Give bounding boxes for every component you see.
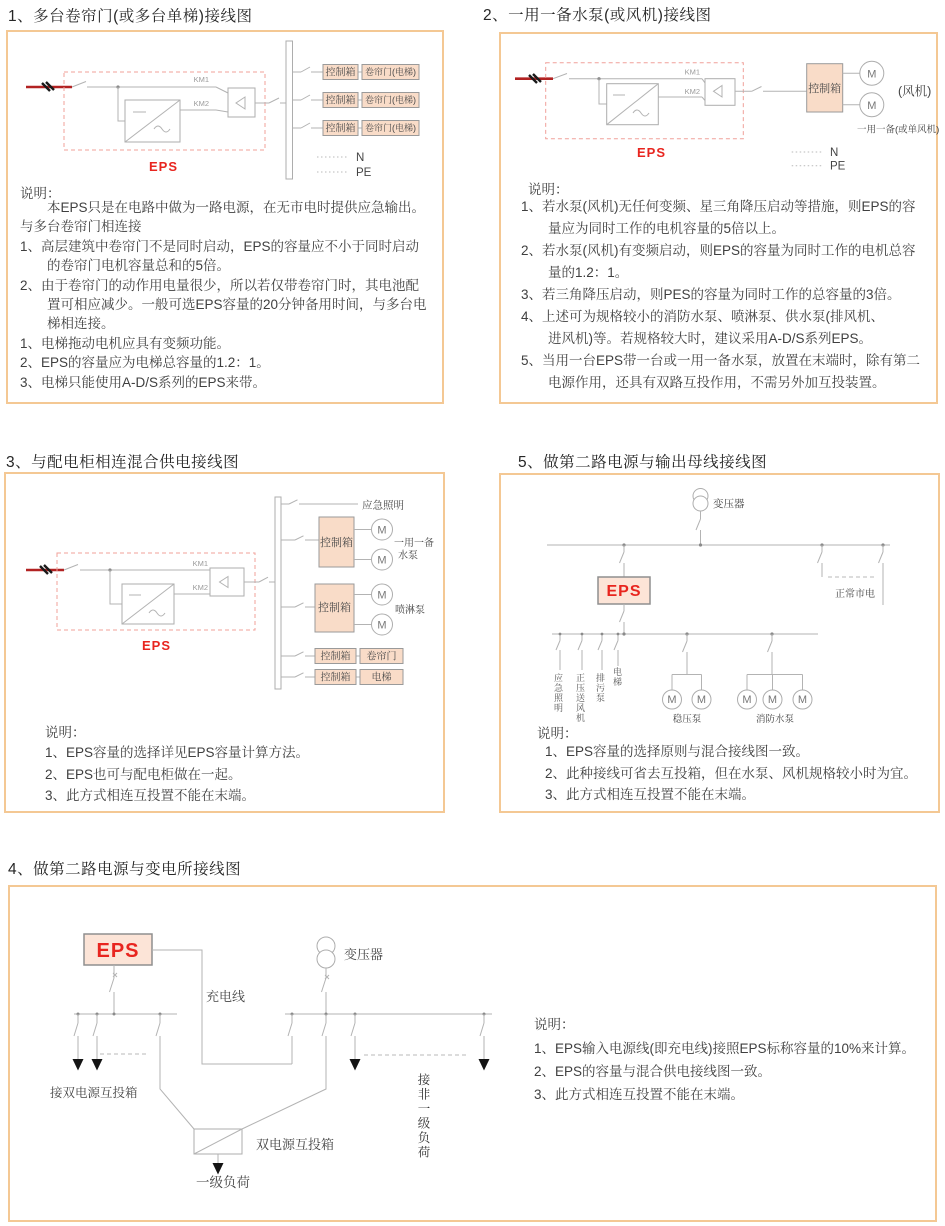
charge-line <box>152 950 292 1064</box>
note-line: 3、电梯只能使用A-D/S系列的EPS来带。 <box>20 374 267 390</box>
sewage-pump-label: 排污泵 <box>595 673 605 703</box>
branch-spray-pump <box>281 584 425 635</box>
section-2-panel <box>499 32 938 404</box>
section-2-diagram <box>501 34 940 179</box>
note-line: 4、上述可为规格较小的消防水泵、喷淋泵、供水泵(排风机、 <box>521 309 885 324</box>
emergency-lighting-label: 应急照明 <box>553 673 563 713</box>
note-line: 1、EPS输入电源线(即充电线)接照EPS标称容量的10%来计算。 <box>534 1041 916 1056</box>
note-line: 2、由于卷帘门的动作用电量很少，所以若仅带卷帘门时，其电池配 <box>20 277 420 293</box>
elevator-label: 电梯 <box>612 667 622 687</box>
notes-label: 说明： <box>20 186 61 201</box>
one-use-one-standby-label: 一用一备 <box>394 538 434 549</box>
svg-text:M: M <box>867 99 877 112</box>
note-line: 3、若三角降压启动，则PES的容量为同时工作的总容量的3倍。 <box>521 287 901 302</box>
eps-label: EPS <box>142 638 172 653</box>
branch-row <box>293 65 420 80</box>
n-label: N <box>356 152 365 164</box>
svg-text:卷帘门: 卷帘门 <box>366 651 397 663</box>
note-line: 1、EPS容量的选择详见EPS容量计算方法。 <box>45 745 310 760</box>
svg-text:M: M <box>696 694 707 706</box>
svg-text:M: M <box>767 694 778 706</box>
rectifier-inverter-icon <box>122 584 174 624</box>
km2-label: KM2 <box>684 87 700 96</box>
n-label: N <box>830 147 839 159</box>
km1-label: KM1 <box>684 67 700 77</box>
branch-row <box>293 93 420 108</box>
km1-label: KM1 <box>192 559 208 568</box>
pe-label: PE <box>356 167 372 179</box>
svg-text:卷帘门(电梯): 卷帘门(电梯) <box>365 95 416 105</box>
to-dual-box-label: 接双电源互投箱 <box>50 1086 138 1100</box>
motor-icon <box>860 61 884 85</box>
svg-text:控制箱: 控制箱 <box>320 651 351 663</box>
branch-shutter <box>281 649 403 664</box>
section-2-title: 2、一用一备水泵(或风机)接线图 <box>483 7 712 24</box>
small-load-taps <box>556 633 619 670</box>
eps-label: EPS <box>606 583 642 600</box>
notes-label: 说明： <box>528 182 569 197</box>
charge-line-label: 充电线 <box>206 989 246 1004</box>
transformer-label: 变压器 <box>344 947 384 962</box>
section-1-notes <box>20 198 427 392</box>
normal-mains-label: 正常市电 <box>835 589 875 600</box>
bus-bar <box>286 41 293 179</box>
eps-label: EPS <box>637 145 667 160</box>
section-1-panel <box>6 30 444 404</box>
km2-label: KM2 <box>193 99 209 108</box>
pressure-fan-label: 正压送风机 <box>575 673 585 723</box>
stabilizer-pump-label: 稳压泵 <box>672 714 702 725</box>
svg-text:M: M <box>377 554 387 567</box>
section-2-notes <box>521 196 920 394</box>
note-line: 2、EPS也可与配电柜做在一起。 <box>45 766 242 782</box>
mains-input-icon <box>26 565 210 575</box>
svg-text:M: M <box>377 524 387 537</box>
rectifier-inverter-icon <box>125 100 180 142</box>
svg-text:卷帘门(电梯): 卷帘门(电梯) <box>365 123 416 133</box>
svg-text:控制箱: 控制箱 <box>325 95 356 107</box>
svg-text:M: M <box>867 68 877 81</box>
note-line: 1、高层建筑中卷帘门不是同时启动，EPS的容量应不小于同时启动 <box>20 238 420 254</box>
notes-label: 说明： <box>45 725 86 740</box>
normal-mains-taps <box>818 545 884 605</box>
transformer-icon <box>317 937 335 968</box>
pe-label: PE <box>830 160 846 173</box>
svg-text:控制箱: 控制箱 <box>808 83 842 95</box>
section-5-title: 5、做第二路电源与输出母线接线图 <box>518 454 768 471</box>
note-line: 3、此方式相连互投置不能在末端。 <box>534 1087 745 1102</box>
note-line: 量应为同时工作的电机容量的5倍以上。 <box>521 221 786 236</box>
one-standby-fan-label: 一用一备(或单风机) <box>857 124 940 136</box>
svg-text:M: M <box>667 694 677 706</box>
note-line: 电源作用，还具有双路互投作用，不需另外加互投装置。 <box>521 375 886 390</box>
fire-pump-label: 消防水泵 <box>755 714 795 725</box>
changeover-switch-icon <box>702 79 735 106</box>
dual-power-transfer-box <box>194 1129 242 1154</box>
svg-text:M: M <box>377 589 387 602</box>
note-line: 3、此方式相连互投置不能在末端。 <box>45 788 256 804</box>
note-line: 2、EPS的容量应为电梯总容量的1.2：1。 <box>20 355 270 371</box>
section-1-title: 1、多台卷帘门(或多台单梯)接线图 <box>8 8 253 25</box>
section-1-diagram <box>8 32 446 182</box>
notes-label: 说明： <box>534 1017 575 1032</box>
notes-label: 说明： <box>537 726 578 741</box>
note-line: 量的1.2：1。 <box>521 265 629 280</box>
svg-text:电梯: 电梯 <box>371 672 392 684</box>
svg-text:控制箱: 控制箱 <box>318 602 351 614</box>
section-5-notes <box>545 741 917 806</box>
note-line: 2、此种接线可省去互投箱，但在水泵、风机规格较小时为宜。 <box>545 765 918 781</box>
section-3-diagram <box>6 474 447 719</box>
branch-row <box>293 121 420 136</box>
km2-label: KM2 <box>192 583 208 592</box>
note-line: 5、当用一台EPS带一台或一用一备水泵，放置在末端时，除有第二 <box>521 353 921 368</box>
svg-text:M: M <box>377 619 387 632</box>
non-primary-load-label: 接非一级负荷 <box>416 1073 430 1160</box>
section-5-panel <box>499 473 940 813</box>
svg-text:M: M <box>742 694 752 706</box>
water-pump-label: 水泵 <box>398 550 418 562</box>
emergency-lighting-label: 应急照明 <box>362 499 404 512</box>
spray-pump-label: 喷淋泵 <box>395 605 425 616</box>
svg-text:M: M <box>797 694 808 706</box>
svg-text:卷帘门(电梯): 卷帘门(电梯) <box>365 67 416 77</box>
primary-load-arrow <box>213 1163 224 1175</box>
note-line: 进风机)等。若规格较大时，建议采用A-D/S系列EPS。 <box>521 331 873 346</box>
section-5-diagram <box>501 475 942 727</box>
section-4-notes <box>534 1037 915 1106</box>
motor-icon <box>860 93 884 117</box>
note-line: 的卷帘门电机容量总和的5倍。 <box>20 258 231 274</box>
note-line: 梯相连接。 <box>20 316 115 332</box>
note-line: 3、此方式相连互投置不能在末端。 <box>545 787 756 803</box>
fire-pump-group <box>738 632 813 725</box>
right-bus-taps <box>242 1014 490 1129</box>
section-4-title: 4、做第二路电源与变电所接线图 <box>8 861 242 878</box>
note-line: 2、若水泵(风机)有变频启动，则EPS的容量为同时工作的电机总容 <box>521 243 916 258</box>
svg-text:控制箱: 控制箱 <box>325 123 356 135</box>
note-line: 2、EPS的容量与混合供电接线图一致。 <box>534 1064 772 1079</box>
svg-text:控制箱: 控制箱 <box>320 537 353 549</box>
section-3-panel <box>4 472 445 813</box>
branch-pump-pair <box>281 517 434 570</box>
eps-label: EPS <box>96 940 140 962</box>
changeover-switch-icon <box>216 87 255 117</box>
mains-input-icon <box>26 82 216 92</box>
eps-label: EPS <box>149 159 179 174</box>
note-line: 1、若水泵(风机)无任何变频、星三角降压启动等措施，则EPS的容 <box>521 199 916 214</box>
note-line: 与多台卷帘门相连接 <box>20 219 142 235</box>
branch-elevator <box>281 670 403 685</box>
section-4-panel <box>8 885 937 1222</box>
rectifier-inverter-icon <box>607 84 659 125</box>
bus-bar <box>275 497 281 689</box>
transformer-icon <box>693 489 708 512</box>
km1-label: KM1 <box>193 75 209 84</box>
note-line: 置可相应减少。一般可选EPS容量的20分钟备用时间，与多台电 <box>20 297 427 313</box>
section-3-title: 3、与配电柜相连混合供电接线图 <box>6 454 240 471</box>
note-line: 1、EPS容量的选择原则与混合接线图一致。 <box>545 744 810 759</box>
svg-text:控制箱: 控制箱 <box>325 67 356 79</box>
stabilizer-pump-group <box>663 632 712 725</box>
dual-box-feeder-taps <box>73 1014 195 1129</box>
note-line: 本EPS只是在电路中做为一路电源，在无市电时提供应急输出。 <box>20 200 426 215</box>
mains-input-icon <box>515 74 702 84</box>
section-3-notes <box>45 742 309 807</box>
svg-text:控制箱: 控制箱 <box>320 672 351 684</box>
transformer-label: 变压器 <box>713 498 745 510</box>
changeover-switch-icon <box>210 568 244 596</box>
fan-label: (风机) <box>898 84 932 99</box>
dual-box-label: 双电源互投箱 <box>256 1137 335 1152</box>
note-line: 1、电梯拖动电机应具有变频功能。 <box>20 335 231 351</box>
primary-load-label: 一级负荷 <box>196 1175 250 1190</box>
